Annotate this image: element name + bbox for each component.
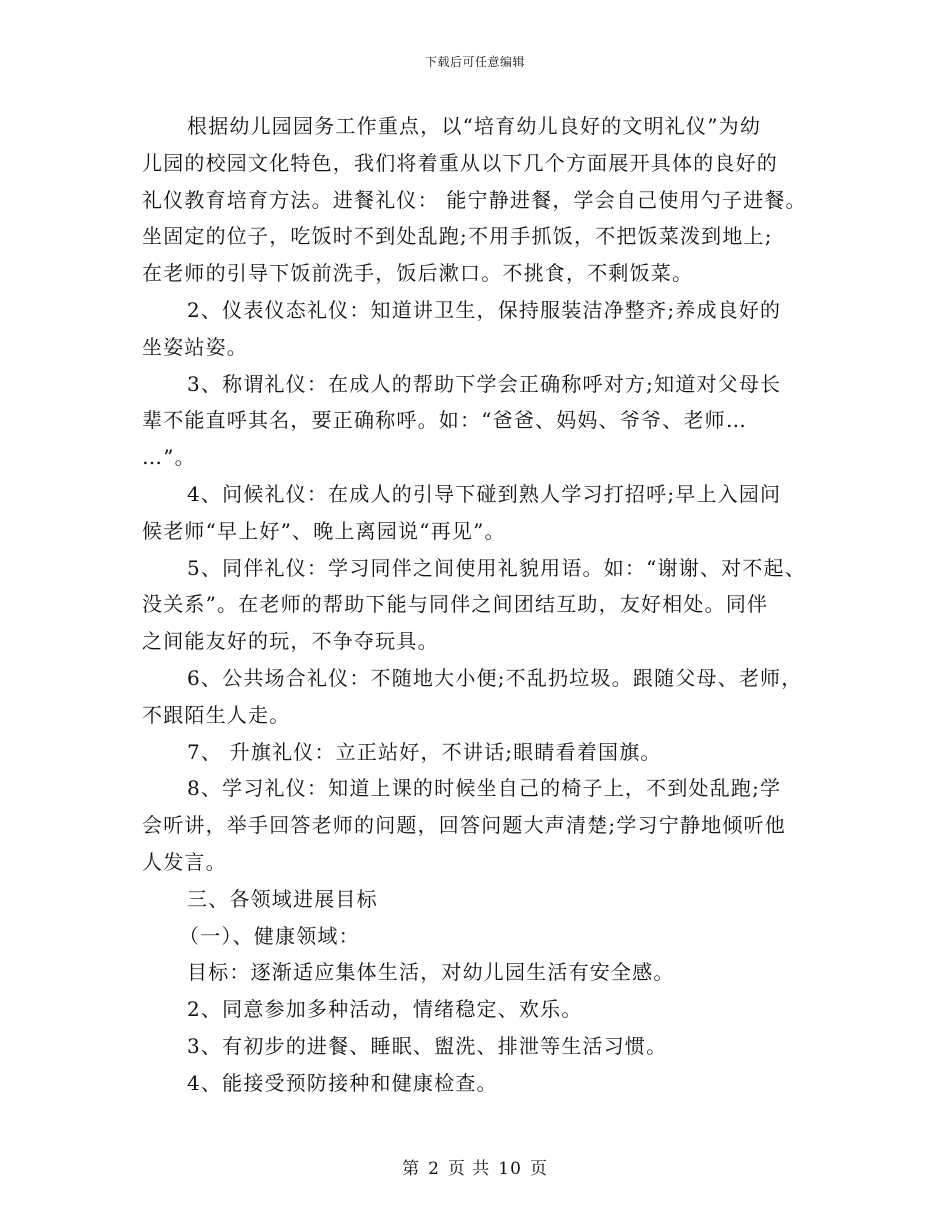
text-line-12: 候老师“早上好”、晚上离园说“再见”。 bbox=[142, 518, 506, 543]
text-line-4: 坐固定的位子，吃饭时不到处乱跑;不用手抓饭，不把饭菜泼到地上; bbox=[142, 224, 773, 249]
text-line-16: 6、公共场合礼仪：不随地大小便;不乱扔垃圾。跟随父母、老师， bbox=[187, 665, 803, 690]
text-line-15: 之间能友好的玩，不争夺玩具。 bbox=[142, 629, 439, 654]
text-line-17: 不跟陌生人走。 bbox=[142, 702, 291, 727]
page-footer bbox=[0, 1154, 950, 1179]
section-heading: 三、各领域进展目标 bbox=[187, 886, 378, 911]
subsection-heading: （一）、健康领域： bbox=[179, 923, 360, 948]
text-line-18: 7、 升旗礼仪：立正站好，不讲话;眼睛看着国旗。 bbox=[187, 739, 662, 764]
document-body bbox=[142, 108, 822, 1102]
footer-page-total: 10 bbox=[498, 1159, 522, 1179]
text-line-24: 目标：逐渐适应集体生活，对幼儿园生活有安全感。 bbox=[187, 960, 675, 985]
footer-prefix: 第 bbox=[402, 1159, 421, 1179]
footer-page-number: 2 bbox=[428, 1159, 440, 1179]
text-line-6: 2、仪表仪态礼仪：知道讲卫生，保持服装洁净整齐;养成良好的 bbox=[187, 297, 782, 322]
text-line-26: 3、有初步的进餐、睡眠、盥洗、排泄等生活习惯。 bbox=[187, 1033, 668, 1058]
text-line-11: 4、问候礼仪：在成人的引导下碰到熟人学习打招呼;早上入园问 bbox=[187, 481, 782, 506]
text-line-19: 8、学习礼仪：知道上课的时候坐自己的椅子上，不到处乱跑;学 bbox=[187, 776, 782, 801]
page-header: 下载后可任意编辑 bbox=[424, 55, 525, 69]
footer-middle: 页 共 bbox=[447, 1159, 491, 1179]
text-line-25: 2、同意参加多种活动，情绪稳定、欢乐。 bbox=[187, 997, 583, 1022]
text-line-10: …”。 bbox=[142, 445, 196, 470]
text-line-2: 儿园的校园文化特色，我们将着重从以下几个方面展开具体的良好的 bbox=[142, 150, 778, 175]
text-line-21: 人发言。 bbox=[142, 849, 227, 874]
text-line-13: 5、同伴礼仪：学习同伴之间使用礼貌用语。如：“谢谢、对不起、 bbox=[187, 555, 806, 580]
text-line-7: 坐姿站姿。 bbox=[142, 334, 248, 359]
text-line-3: 礼仪教育培育方法。进餐礼仪： 能宁静进餐，学会自己使用勺子进餐。 bbox=[142, 187, 807, 212]
text-line-5: 在老师的引导下饭前洗手，饭后漱口。不挑食，不剩饭菜。 bbox=[142, 261, 694, 286]
footer-suffix: 页 bbox=[529, 1159, 548, 1179]
text-line-9: 辈不能直呼其名，要正确称呼。如：“爸爸、妈妈、爷爷、老师… bbox=[142, 408, 748, 433]
text-line-20: 会听讲，举手回答老师的问题，回答问题大声清楚;学习宁静地倾听他 bbox=[142, 813, 786, 838]
text-line-8: 3、称谓礼仪：在成人的帮助下学会正确称呼对方;知道对父母长 bbox=[187, 371, 782, 396]
text-line-1: 根据幼儿园园务工作重点，以“培育幼儿良好的文明礼仪”为幼 bbox=[187, 114, 762, 138]
text-line-27: 4、能接受预防接种和健康检查。 bbox=[187, 1070, 498, 1095]
text-line-14: 没关系”。在老师的帮助下能与同伴之间团结互助，友好相处。同伴 bbox=[142, 592, 769, 617]
